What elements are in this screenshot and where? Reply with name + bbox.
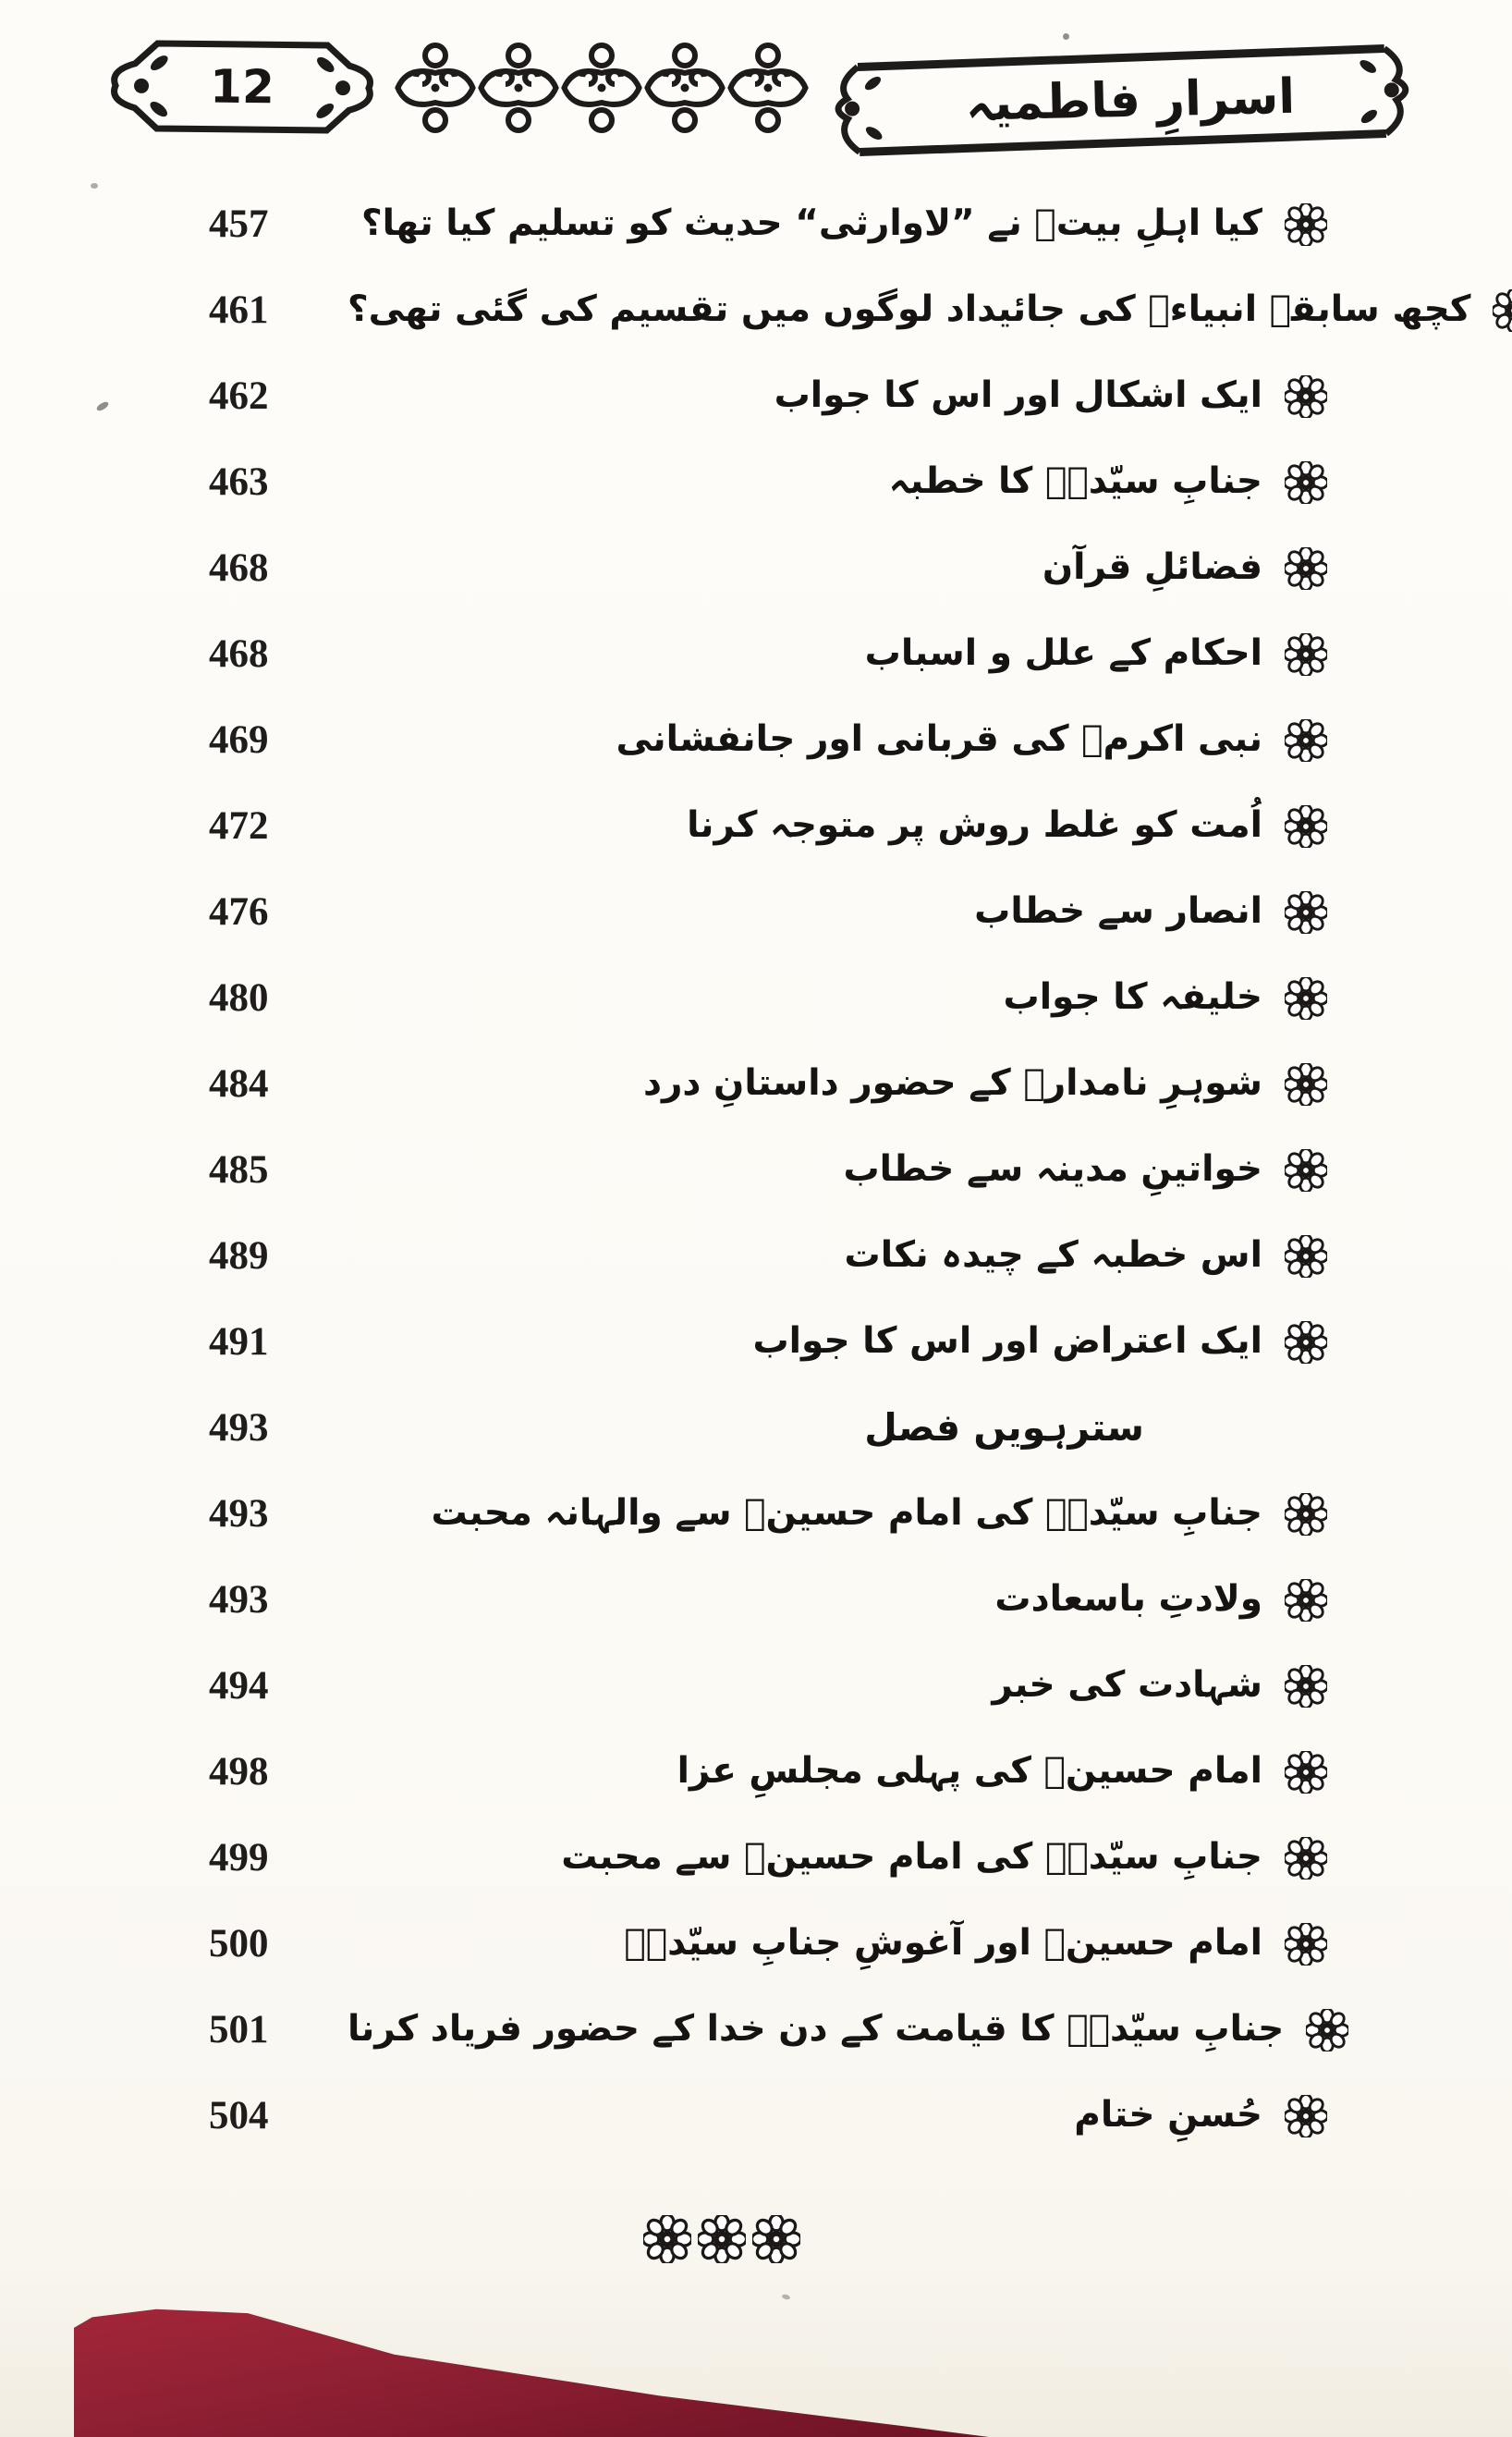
rosette-bullet-icon — [1285, 375, 1327, 418]
toc-row — [0, 1127, 1512, 1213]
rosette-bullet-icon — [1285, 2095, 1327, 2137]
toc-row — [0, 267, 1512, 353]
toc-entry-title: نبی اکرمؐ کی قربانی اور جانفشانی — [616, 718, 1262, 761]
toc-row — [0, 1213, 1512, 1299]
rosette-bullet-icon — [1285, 203, 1327, 246]
toc-page-number: 480 — [209, 976, 269, 1020]
toc-entry-title: حُسنِ ختام — [1074, 2094, 1262, 2137]
page-number: 12 — [209, 59, 275, 115]
scan-speck — [1063, 33, 1069, 40]
rosette-bullet-icon — [1285, 891, 1327, 934]
toc-page-number: 493 — [209, 1406, 269, 1450]
rosette-bullet-icon — [1285, 1665, 1327, 1708]
toc-page-number: 491 — [209, 1320, 269, 1364]
toc-entry-title: احکام کے علل و اسباب — [864, 632, 1262, 675]
toc-page-number: 498 — [209, 1750, 269, 1794]
toc-entry-title: شہادت کی خبر — [992, 1664, 1262, 1707]
toc-page-number: 469 — [209, 718, 269, 762]
toc-page-number: 484 — [209, 1062, 269, 1106]
toc-entry-title: امام حسینؑ اور آغوشِ جنابِ سیّدہؑ — [624, 1922, 1262, 1965]
toc-page-number: 494 — [209, 1664, 269, 1708]
toc-entry-title: اُمت کو غلط روش پر متوجہ کرنا — [687, 804, 1262, 847]
toc-row — [0, 353, 1512, 439]
toc-page-number: 489 — [209, 1234, 269, 1278]
rosette-icon — [698, 2215, 746, 2263]
rosette-icon — [643, 2215, 691, 2263]
toc-row — [0, 1901, 1512, 1987]
rosette-bullet-icon — [1285, 1923, 1327, 1966]
title-cartouche — [824, 40, 1421, 166]
toc-row — [0, 1471, 1512, 1557]
rosette-bullet-icon — [1285, 1837, 1327, 1880]
toc-entry-title: جنابِ سیّدہؑ کا خطبہ — [888, 460, 1262, 503]
rosette-icon — [752, 2215, 800, 2263]
book-cover-edge — [74, 2304, 989, 2437]
toc-entry-title: جنابِ سیّدہؑ کی امام حسینؑ سے والہانہ محبت — [431, 1492, 1262, 1535]
toc-entry-title: فضائلِ قرآن — [1042, 546, 1262, 589]
toc-page-number: 499 — [209, 1836, 269, 1880]
toc-page-number: 468 — [209, 546, 269, 590]
toc-entry-title: انصار سے خطاب — [974, 890, 1262, 933]
rosette-bullet-icon — [1285, 1579, 1327, 1622]
rosette-bullet-icon — [1285, 461, 1327, 504]
toc-row — [0, 1729, 1512, 1815]
toc-row — [0, 2073, 1512, 2159]
toc-row — [0, 525, 1512, 611]
rosette-bullet-icon — [1285, 805, 1327, 848]
toc-entry-title: اس خطبہ کے چیدہ نکات — [844, 1234, 1262, 1277]
rosette-bullet-icon — [1285, 719, 1327, 762]
toc-entry-title: ایک اعتراض اور اس کا جواب — [752, 1320, 1262, 1363]
book-title: اسرارِ فاطمیہ — [965, 68, 1296, 132]
page-number-badge — [103, 33, 381, 140]
rosette-bullet-icon — [1285, 1493, 1327, 1536]
toc-entry-title: جنابِ سیّدہؑ کی امام حسینؑ سے محبت — [561, 1836, 1262, 1879]
toc-page-number: 463 — [209, 460, 269, 504]
rosette-bullet-icon — [1285, 1751, 1327, 1794]
toc-page-number: 457 — [209, 202, 269, 246]
toc-page-number: 500 — [209, 1922, 269, 1966]
toc-row — [0, 181, 1512, 267]
toc-row — [0, 611, 1512, 697]
toc-entry-title: خواتینِ مدینہ سے خطاب — [843, 1148, 1262, 1191]
toc-entry-title: امام حسینؑ کی پہلی مجلسِ عزا — [677, 1750, 1262, 1793]
toc-entry-title: خلیفہ کا جواب — [1003, 976, 1262, 1019]
rosette-bullet-icon — [1493, 289, 1512, 332]
rosette-bullet-icon — [1285, 1235, 1327, 1278]
toc-page-number: 476 — [209, 890, 269, 934]
toc-entry-title: ولادتِ باسعادت — [994, 1578, 1262, 1621]
scan-speck — [782, 2294, 791, 2300]
toc-row — [0, 1557, 1512, 1643]
toc-entry-title: کچھ سابقہ انبیاءؑ کی جائیداد لوگوں میں تقسیم کی گئی تھی؟ — [348, 288, 1471, 331]
rosette-bullet-icon — [1306, 2009, 1348, 2051]
toc-row — [0, 783, 1512, 869]
toc-entry-title: کیا اہلِ بیتؑ نے ”لاوارثی“ حدیث کو تسلیم کیا تھا؟ — [360, 202, 1262, 245]
toc-row — [0, 869, 1512, 955]
footer-ornament — [643, 2215, 800, 2263]
toc-page-number: 468 — [209, 632, 269, 676]
rosette-bullet-icon — [1285, 547, 1327, 590]
toc-entry-title: جنابِ سیّدہؑ کا قیامت کے دن خدا کے حضور فریاد کرنا — [348, 2008, 1285, 2051]
toc-page-number: 462 — [209, 374, 269, 418]
toc-row — [0, 1643, 1512, 1729]
toc-entry-title: سترہویں فصل — [864, 1404, 1144, 1450]
toc-row — [0, 1987, 1512, 2073]
toc-page-number: 501 — [209, 2008, 269, 2051]
header-ornament-chain — [388, 41, 815, 135]
rosette-bullet-icon — [1285, 1149, 1327, 1192]
toc-page-number: 493 — [209, 1578, 269, 1622]
rosette-bullet-icon — [1285, 633, 1327, 676]
toc-row — [0, 1815, 1512, 1901]
rosette-bullet-icon — [1285, 977, 1327, 1020]
toc-list — [0, 181, 1512, 2159]
rosette-bullet-icon — [1285, 1321, 1327, 1364]
rosette-bullet-icon — [1285, 1063, 1327, 1106]
toc-page-number: 504 — [209, 2094, 269, 2137]
toc-row — [0, 1041, 1512, 1127]
toc-row — [0, 697, 1512, 783]
toc-page-number: 472 — [209, 804, 269, 848]
toc-row — [0, 1299, 1512, 1385]
toc-entry-title: ایک اشکال اور اس کا جواب — [774, 374, 1262, 417]
toc-row — [0, 955, 1512, 1041]
toc-page-number: 493 — [209, 1492, 269, 1536]
scan-speck — [91, 183, 98, 189]
toc-page-number: 485 — [209, 1148, 269, 1192]
toc-page-number: 461 — [209, 288, 269, 332]
toc-row — [0, 439, 1512, 525]
toc-entry-title: شوہرِ نامدارؑ کے حضور داستانِ درد — [642, 1062, 1262, 1105]
page-header — [0, 0, 1512, 171]
toc-row — [0, 1385, 1512, 1471]
